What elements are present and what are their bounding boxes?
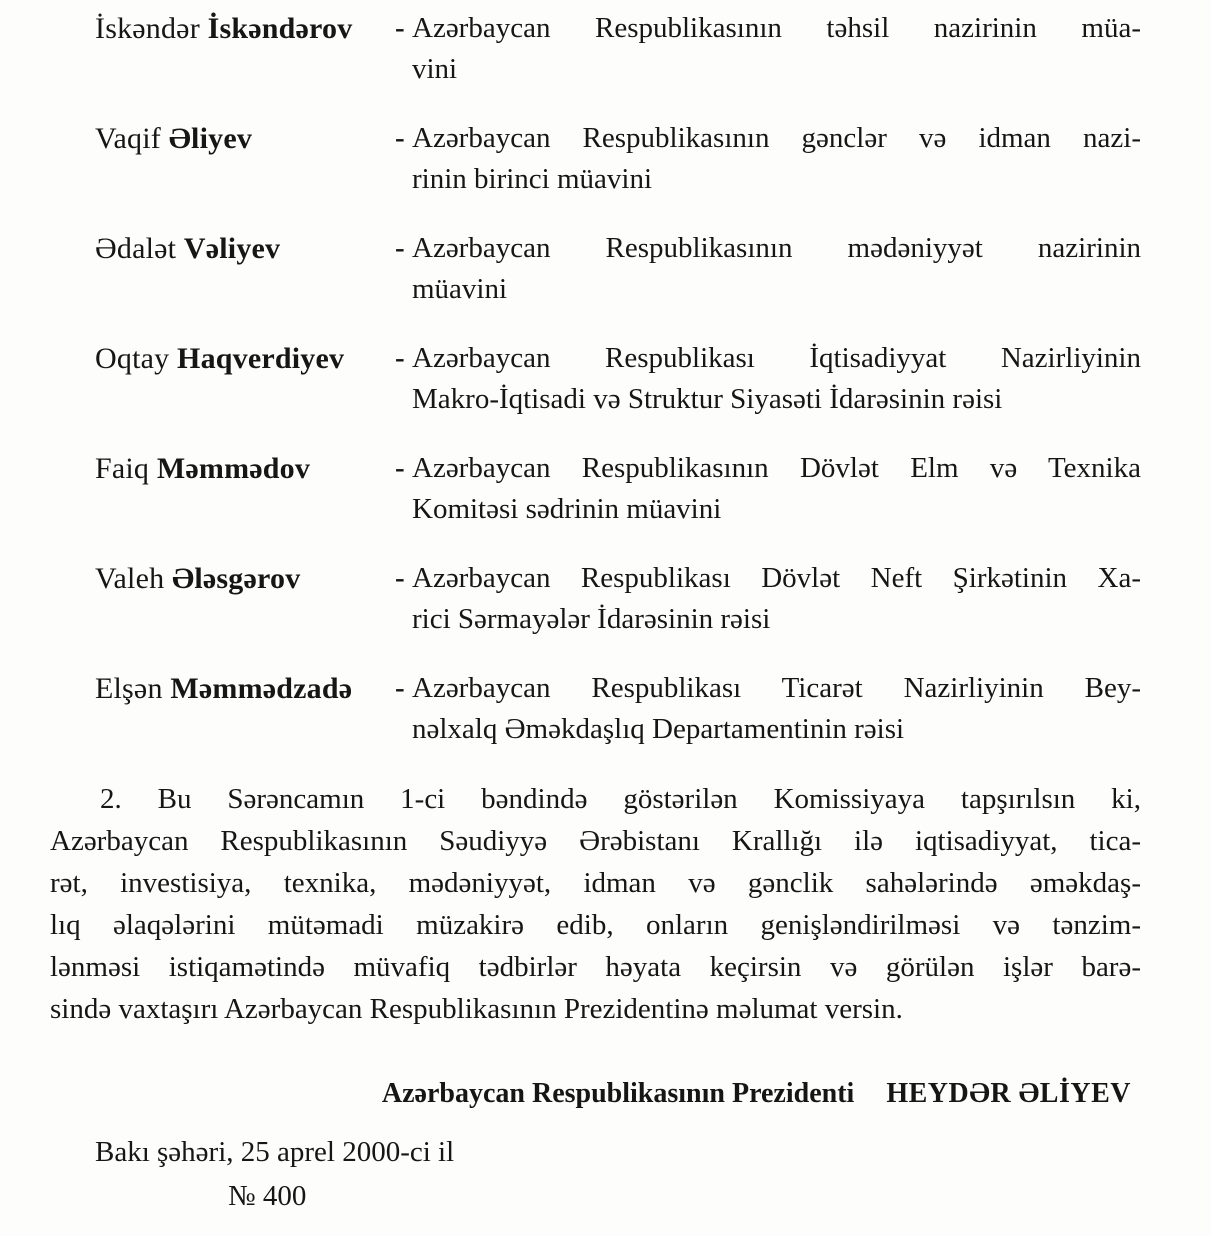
member-given-name: Faiq bbox=[95, 452, 150, 485]
member-position bbox=[412, 228, 1141, 310]
decree-clause-2 bbox=[50, 778, 1141, 1030]
decree-number: № 400 bbox=[228, 1180, 307, 1212]
member-position-line: Azərbaycan Respublikasının təhsil nazirinin müa- bbox=[412, 12, 1141, 44]
clause-line: 2. Bu Sərəncamın 1-ci bəndində göstərilən Komissiyaya tapşırılsın ki, bbox=[100, 783, 1141, 815]
member-row bbox=[95, 228, 1141, 310]
member-name bbox=[95, 118, 395, 200]
signer-name: HEYDƏR ƏLİYEV bbox=[886, 1078, 1131, 1109]
name-description-separator: - bbox=[395, 12, 405, 44]
place-and-date: Bakı şəhəri, 25 aprel 2000-ci il bbox=[95, 1136, 455, 1168]
member-position-line: Makro-İqtisadi və Struktur Siyasəti İdarəsinin rəisi bbox=[412, 383, 1003, 415]
name-description-separator: - bbox=[395, 562, 405, 594]
member-position bbox=[412, 8, 1141, 90]
member-name bbox=[95, 558, 395, 640]
member-position-line: Azərbaycan Respublikasının Dövlət Elm və Texnika bbox=[412, 452, 1141, 484]
member-surname: İskəndərov bbox=[207, 12, 353, 45]
member-row bbox=[95, 668, 1141, 750]
member-given-name: İskəndər bbox=[95, 12, 200, 45]
member-name bbox=[95, 228, 395, 310]
member-position-line: rinin birinci müavini bbox=[412, 163, 653, 195]
member-position-line: rici Sərmayələr İdarəsinin rəisi bbox=[412, 603, 771, 635]
clause-line: sində vaxtaşırı Azərbaycan Respublikasının Prezidentinə məlumat versin. bbox=[50, 993, 903, 1025]
member-given-name: Vaqif bbox=[95, 122, 161, 155]
name-description-separator: - bbox=[395, 452, 405, 484]
name-description-separator: - bbox=[395, 122, 405, 154]
member-position bbox=[412, 448, 1141, 530]
member-given-name: Ədalət bbox=[95, 232, 177, 265]
member-given-name: Oqtay bbox=[95, 342, 170, 375]
member-surname: Məmmədzadə bbox=[170, 672, 353, 705]
member-position-line: vini bbox=[412, 53, 458, 85]
member-name bbox=[95, 448, 395, 530]
decree-footer bbox=[50, 1130, 1141, 1218]
name-description-separator: - bbox=[395, 232, 405, 264]
clause-line: lənməsi istiqamətində müvafiq tədbirlər həyata keçirsin və görülən işlər barə- bbox=[50, 951, 1141, 983]
clause-line: lıq əlaqələrini mütəmadi müzakirə edib, onların genişləndirilməsi və tənzim- bbox=[50, 909, 1141, 941]
member-position-line: Azərbaycan Respublikası İqtisadiyyat Nazirliyinin bbox=[412, 342, 1141, 374]
commission-member-list bbox=[95, 8, 1141, 750]
member-position-line: müavini bbox=[412, 273, 508, 305]
member-given-name: Elşən bbox=[95, 672, 163, 705]
clause-line: Azərbaycan Respublikasının Səudiyyə Ərəbistanı Krallığı ilə iqtisadiyyat, tica- bbox=[50, 825, 1141, 857]
member-surname: Haqverdiyev bbox=[177, 342, 345, 375]
member-row bbox=[95, 118, 1141, 200]
member-position-line: Azərbaycan Respublikasının mədəniyyət nazirinin bbox=[412, 232, 1141, 264]
clause-line: rət, investisiya, texnika, mədəniyyət, idman və gənclik sahələrində əməkdaş- bbox=[50, 867, 1141, 899]
member-position-line: Azərbaycan Respublikasının gənclər və idman nazi- bbox=[412, 122, 1141, 154]
signature-block bbox=[50, 1074, 1141, 1114]
member-given-name: Valeh bbox=[95, 562, 165, 595]
member-position bbox=[412, 668, 1141, 750]
member-row bbox=[95, 338, 1141, 420]
member-name bbox=[95, 8, 395, 90]
member-position bbox=[412, 118, 1141, 200]
signer-title: Azərbaycan Respublikasının Prezidenti bbox=[381, 1078, 855, 1109]
member-name bbox=[95, 338, 395, 420]
member-row bbox=[95, 558, 1141, 640]
member-position-line: Komitəsi sədrinin müavini bbox=[412, 493, 722, 525]
member-surname: Vəliyev bbox=[183, 232, 281, 265]
member-row bbox=[95, 448, 1141, 530]
name-description-separator: - bbox=[395, 672, 405, 704]
member-position-line: nəlxalq Əməkdaşlıq Departamentinin rəisi bbox=[412, 713, 905, 745]
member-position bbox=[412, 338, 1141, 420]
member-name bbox=[95, 668, 395, 750]
member-surname: Məmmədov bbox=[156, 452, 311, 485]
member-row bbox=[95, 8, 1141, 90]
member-surname: Əliyev bbox=[168, 122, 253, 155]
member-surname: Ələsgərov bbox=[172, 562, 301, 595]
member-position bbox=[412, 558, 1141, 640]
name-description-separator: - bbox=[395, 342, 405, 374]
member-position-line: Azərbaycan Respublikası Dövlət Neft Şirkətinin Xa- bbox=[412, 562, 1141, 594]
member-position-line: Azərbaycan Respublikası Ticarət Nazirliyinin Bey- bbox=[412, 672, 1141, 704]
